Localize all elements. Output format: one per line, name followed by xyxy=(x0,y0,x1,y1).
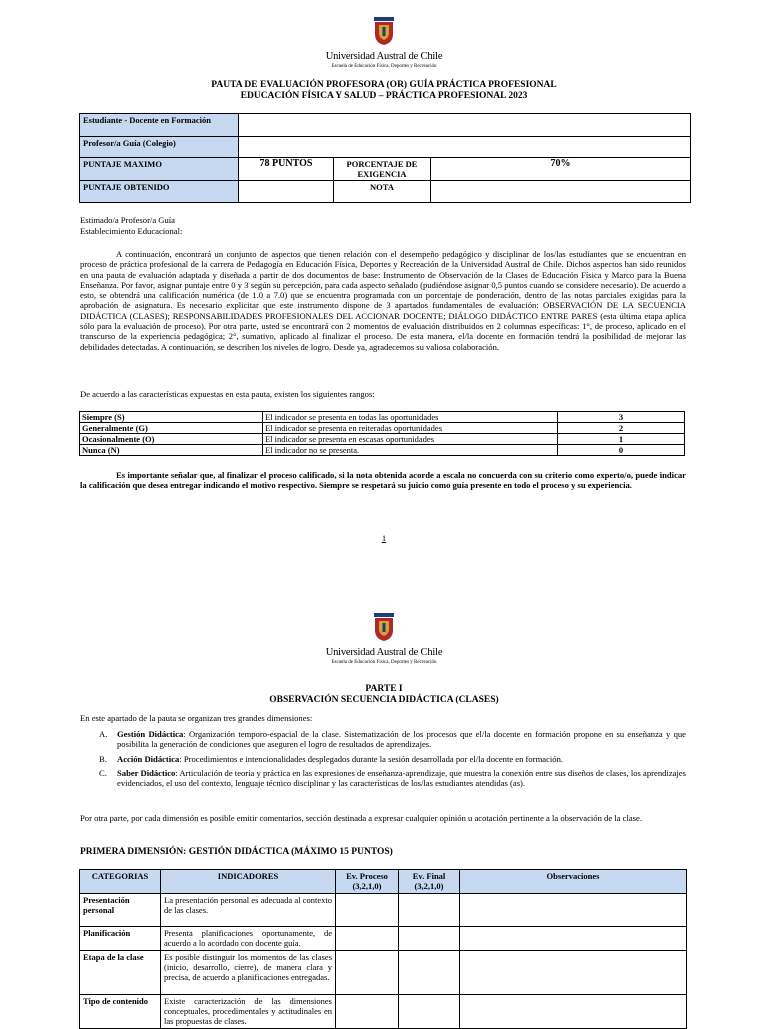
university-name: Universidad Austral de Chile xyxy=(325,51,443,62)
dimensions-list xyxy=(99,729,686,792)
range-description: El indicador se presenta en escasas oportunidades xyxy=(263,434,558,445)
percentage-value: 70% xyxy=(431,158,691,181)
percentage-label: PORCENTAJE DE EXIGENCIA xyxy=(334,158,431,181)
table-header-row xyxy=(80,870,687,894)
category-cell: Etapa de la clase xyxy=(80,951,161,995)
obtained-score-label: PUNTAJE OBTENIDO xyxy=(80,181,239,203)
table-row xyxy=(80,951,687,995)
indicator-cell: Presenta planificaciones oportunamente, de acuerdo a lo acordado con docente guía. xyxy=(161,927,336,951)
dimension-marker: A. xyxy=(99,729,108,739)
observations-cell[interactable] xyxy=(460,894,687,927)
final-score-cell[interactable] xyxy=(399,995,460,1029)
observations-cell[interactable] xyxy=(460,927,687,951)
range-name: Ocasionalmente (O) xyxy=(80,434,263,445)
range-score: 0 xyxy=(558,445,685,456)
indicator-cell: Es posible distinguir los momentos de las clases (inicio, desarrollo, cierre), de manera clara y precisa, de acuerdo a planificaciones entregadas. xyxy=(161,951,336,995)
grade-field[interactable] xyxy=(431,181,691,203)
guide-label: Profesor/a Guía (Colegio) xyxy=(80,137,239,158)
intro-paragraph: A continuación, encontrará un conjunto de aspectos que tienen relación con el desempeño pedagógico y disciplinar de los/las estudiantes que se encuentran en proceso de práctica profesional de la carrera de Pedagogía en Educación Física, Deportes y Recreación de la Universidad Austral de Chile. Dichos aspectos han sido reunidos en una pauta de evaluación adaptada y diseñada a partir de dos documentos de base: Instrumento de Observación de la Clases de Educación Física y Marco para la Buena Enseñanza. Por favor, asignar puntaje entre 0 y 3 según su percepción, para cada aspecto señalado (pudiéndose asignar 0,5 puntos cuando se considere necesario). De acuerdo a esto, se obtendrá una calificación numérica (de 1.0 a 7.0) que se encuentra programada con un porcentaje de ponderación, dentro de las notas parciales exigidas para la aprobación de asignatura. Es necesario explicitar que este instrumento dispone de 3 apartados fundamentales de evaluación: OBSERVACIÓN DE LA SECUENCIA DIDÁCTICA (CLASES); RESPONSABILIDADES PROFESIONALES DEL ACCIONAR DOCENTE; DIÁLOGO DIDÁCTICO ENTRE PARES (esta última etapa aplica sólo para la evaluación de proceso). Por otra parte, usted se encontrará con 2 momentos de evaluación distribuidos en 2 columnas específicas: 1°, de proceso, aplicado en el transcurso de la experiencia pedagógica; 2°, sumativo, aplicado al finalizar el proceso. De esta manera, el/la docente en formación tendrá la posibilidad de mejorar las debilidades detectadas. A continuación, se describen los niveles de logro. Desde ya, agradecemos su valiosa colaboración. xyxy=(80,249,686,352)
dimension-marker: C. xyxy=(99,767,107,778)
category-cell: Planificación xyxy=(80,927,161,951)
dimension-name: Acción Didáctica xyxy=(117,753,180,764)
process-score-cell[interactable] xyxy=(336,995,399,1029)
dimension-description: : Procedimientos e intencionalidades desplegados durante la sesión desarrollada por el/la docente en formación. xyxy=(179,753,564,764)
dimension-description: : Articulación de teoría y práctica en las expresiones de enseñanza-aprendizaje, que muestra la conexión entre sus diseños de clases, los aprendizajes evidenciados, el uso del contexto, lenguaje técnico disciplinar y las características de los/las estudiantes atendidas (as). xyxy=(117,767,687,789)
part-title: PARTE I xyxy=(365,684,403,694)
page-number: 1 xyxy=(381,533,387,543)
obtained-score-field[interactable] xyxy=(239,181,334,203)
didactic-management-table xyxy=(79,869,687,1029)
indicator-cell: La presentación personal es adecuada al contexto de las clases. xyxy=(161,894,336,927)
header-observations: Observaciones xyxy=(460,870,687,894)
guide-field[interactable] xyxy=(239,137,691,158)
university-crest-icon xyxy=(373,16,395,46)
greeting-line1: Estimado/a Profesor/a Guía xyxy=(80,215,175,225)
greeting-line2: Establecimiento Educacional: xyxy=(80,226,183,236)
school-name: Escuela de Educación Física, Deportes y Recreación xyxy=(331,660,437,665)
page-title: PAUTA DE EVALUACIÓN PROFESORA (OR) GUÍA PRÁCTICA PROFESIONAL xyxy=(211,80,557,90)
table-row xyxy=(80,927,687,951)
range-score: 1 xyxy=(558,434,685,445)
header-categories: CATEGORIAS xyxy=(80,870,161,894)
student-label: Estudiante - Docente en Formación xyxy=(80,114,239,137)
ranges-table xyxy=(79,411,685,456)
range-name: Nunca (N) xyxy=(80,445,263,456)
observations-cell[interactable] xyxy=(460,951,687,995)
part-subtitle: OBSERVACIÓN SECUENCIA DIDÁCTICA (CLASES) xyxy=(269,695,499,705)
university-logo-page2 xyxy=(0,612,768,666)
first-dimension-heading: PRIMERA DIMENSIÓN: GESTIÓN DIDÁCTICA (MÁXIMO 15 PUNTOS) xyxy=(80,847,393,857)
final-score-cell[interactable] xyxy=(399,894,460,927)
observations-cell[interactable] xyxy=(460,995,687,1029)
process-score-cell[interactable] xyxy=(336,927,399,951)
header-process-eval: Ev. Proceso (3,2,1,0) xyxy=(336,870,399,894)
final-score-cell[interactable] xyxy=(399,951,460,995)
dimension-item xyxy=(99,754,686,764)
range-name: Siempre (S) xyxy=(80,412,263,423)
header-final-eval: Ev. Final (3,2,1,0) xyxy=(399,870,460,894)
university-logo xyxy=(0,16,768,70)
header-indicators: INDICADORES xyxy=(161,870,336,894)
range-description: El indicador se presenta en reiteradas oportunidades xyxy=(263,423,558,434)
indicator-cell: Existe caracterización de las dimensiones conceptuales, procedimentales y actitudinales en las propuestas de clases. xyxy=(161,995,336,1029)
range-row xyxy=(80,434,685,445)
category-cell: Presentación personal xyxy=(80,894,161,927)
school-name: Escuela de Educación Física, Deportes y Recreación xyxy=(331,64,437,69)
university-crest-icon xyxy=(373,612,395,642)
range-row xyxy=(80,423,685,434)
dimension-name: Gestión Didáctica xyxy=(117,729,184,739)
dimensions-intro: En este apartado de la pauta se organizan tres grandes dimensiones: xyxy=(80,713,313,723)
max-score-value: 78 PUNTOS xyxy=(239,158,334,181)
dimension-name: Saber Didáctico xyxy=(117,767,176,778)
category-cell: Tipo de contenido xyxy=(80,995,161,1029)
dimension-item xyxy=(99,729,686,750)
student-field[interactable] xyxy=(239,114,691,137)
grade-label: NOTA xyxy=(334,181,431,203)
student-info-table xyxy=(79,113,691,203)
max-score-label: PUNTAJE MAXIMO xyxy=(80,158,239,181)
range-description: El indicador no se presenta. xyxy=(263,445,558,456)
university-name: Universidad Austral de Chile xyxy=(325,647,443,658)
process-score-cell[interactable] xyxy=(336,951,399,995)
dimension-description: : Organización temporo-espacial de la clase. Sistematización de los procesos que el/la docente en formación propone en su enseñanza y que posibilita la generación de condiciones que aseguren el logro de resultados de aprendizajes. xyxy=(117,729,686,750)
table-row xyxy=(80,995,687,1029)
range-score: 3 xyxy=(558,412,685,423)
ranges-intro: De acuerdo a las características expuestas en esta pauta, existen los siguientes rangos: xyxy=(80,389,375,399)
range-description: El indicador se presenta en todas las oportunidades xyxy=(263,412,558,423)
range-name: Generalmente (G) xyxy=(80,423,263,434)
dimension-marker: B. xyxy=(99,753,107,764)
comments-note: Por otra parte, por cada dimensión es posible emitir comentarios, sección destinada a expresar cualquier opinión u acotación pertinente a la observación de la clase. xyxy=(80,813,642,823)
table-row xyxy=(80,894,687,927)
range-row xyxy=(80,412,685,423)
page-subtitle: EDUCACIÓN FÍSICA Y SALUD – PRÁCTICA PROFESIONAL 2023 xyxy=(240,91,528,101)
range-score: 2 xyxy=(558,423,685,434)
process-score-cell[interactable] xyxy=(336,894,399,927)
range-row xyxy=(80,445,685,456)
dimension-item xyxy=(99,768,686,789)
calification-note: Es importante señalar que, al finalizar el proceso calificado, si la nota obtenida acorde a escala no concuerda con su criterio como experto/o, puede indicar la calificación que desea entregar indicando el motivo respectivo. Siempre se respetará su juicio como guía presente en todo el proceso y su experiencia. xyxy=(80,470,686,491)
final-score-cell[interactable] xyxy=(399,927,460,951)
